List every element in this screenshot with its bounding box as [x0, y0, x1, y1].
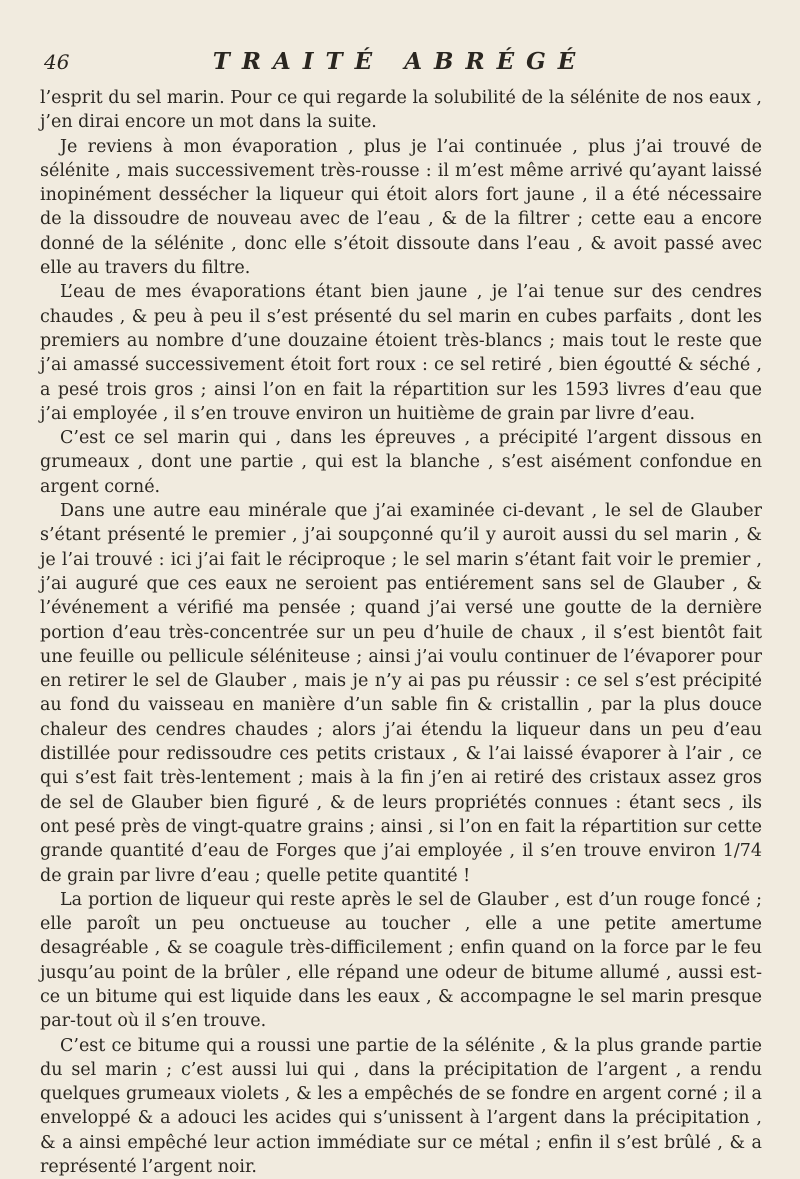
paragraph: L’eau de mes évaporations étant bien jaune , je l’ai tenue sur des cendres chaudes , & peu à peu il s’est présenté du sel marin en cubes parfaits , dont les premiers au nombre d’une douzaine étoient très-blancs ; mais tout le reste que j’ai amassé successivement étoit fort roux : ce sel retiré , bien égoutté & séché , a pesé trois gros ; ainsi l’on en fait la répartition sur les 1593 livres d’eau que j’ai employée , il s’en trouve environ un huitième de grain par livre d’eau. [40, 282, 762, 424]
running-title: TRAITÉ ABRÉGÉ [212, 48, 588, 75]
page-header [44, 50, 756, 84]
paragraph: C’est ce sel marin qui , dans les épreuves , a précipité l’argent dissous en grumeaux , dont une partie , qui est la blanche , s’est aisément confondue en argent corné. [40, 428, 762, 497]
paragraph: Dans une autre eau minérale que j’ai examinée ci-devant , le sel de Glauber s’étant présenté le premier , j’ai soupçonné qu’il y auroit aussi du sel marin , & je l’ai trouvé : ici j’ai fait le réciproque ; le sel marin s’étant fait voir le premier , j’ai auguré que ces eaux ne seroient pas entiérement sans sel de Glauber , & l’événement a vérifié ma pensée ; quand j’ai versé une goutte de la dernière portion d’eau très-concentrée sur un peu d’huile de chaux , il s’est bientôt fait une feuille ou pellicule séléniteuse ; ainsi j’ai voulu continuer de l’évaporer pour en retirer le sel de Glauber , mais je n’y ai pas pu réussir : ce sel s’est précipité au fond du vaisseau en manière d’un sable fin & cristallin , par la plus douce chaleur des cendres chaudes ; alors j’ai étendu la liqueur dans un peu d’eau distillée pour redissoudre ces petits cristaux , & l’ai laissé évaporer à l’air , ce qui s’est fait très-lentement ; mais à la fin j’en ai retiré des cristaux assez gros de sel de Glauber bien figuré , & de leurs propriétés connues : étant secs , ils ont pesé près de vingt-quatre grains ; ainsi , si l’on en fait la répartition sur cette grande quantité d’eau de Forges que j’ai employée , il s’en trouve environ 1/74 de grain par livre d’eau ; quelle petite quantité ! [40, 501, 762, 886]
paragraph: La portion de liqueur qui reste après le sel de Glauber , est d’un rouge foncé ; elle paroît un peu onctueuse au toucher , elle a une petite amertume desagréable , & se coagule très-difficilement ; enfin quand on la force par le feu jusqu’au point de la brûler , elle répand une odeur de bitume allumé , aussi est-ce un bitume qui est liquide dans les eaux , & accompagne le sel marin presque par-tout où il s’en trouve. [40, 889, 762, 1032]
paragraph: l’esprit du sel marin. Pour ce qui regarde la solubilité de la sélénite de nos eaux , j’en dirai encore un mot dans la suite. [40, 88, 762, 133]
body-text [40, 86, 762, 1179]
page-number: 46 [44, 50, 70, 74]
paragraph: Je reviens à mon évaporation , plus je l’ai continuée , plus j’ai trouvé de sélénite , mais successivement très-rousse : il m’est même arrivé qu’ayant laissé inopinément dessécher la liqueur qui étoit alors fort jaune , il a été nécessaire de la dissoudre de nouveau avec de l’eau , & de la filtrer ; cette eau a encore donné de la sélénite , donc elle s’étoit dissoute dans l’eau , & avoit passé avec elle au travers du filtre. [40, 136, 762, 279]
paragraph: C’est ce bitume qui a roussi une partie de la sélénite , & la plus grande partie du sel marin ; c’est aussi lui qui , dans la précipitation de l’argent , a rendu quelques grumeaux violets , & les a empêchés de se fondre en argent corné ; il a enveloppé & a adouci les acides qui s’unissent à l’argent dans la précipitation , & a ainsi empêché leur action immédiate sur ce métal ; enfin il s’est brûlé , & a représenté l’argent noir. [40, 1035, 762, 1178]
